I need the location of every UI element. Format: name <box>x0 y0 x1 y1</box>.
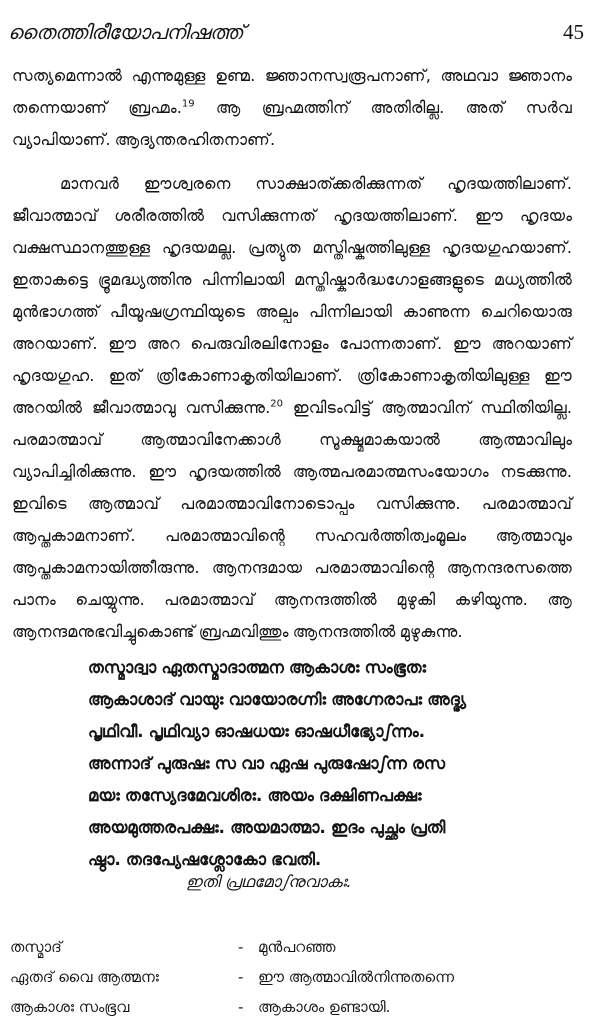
chapter-colophon: ഇതി പ്രഥമോഽനുവാകഃ. <box>186 872 352 891</box>
verse-line: തസ്മാദ്വാ ഏതസ്മാദാത്മന ആകാശഃ സംഭൂതഃ <box>88 658 426 677</box>
paragraph-2 <box>12 168 572 648</box>
verse-line: ആകാശാദ് വായുഃ വായോരഗ്നിഃ അഗ്നേരാപഃ അദ്ഭ്യ <box>88 690 467 709</box>
paragraph-1-text-cont: ആ ബ്രഹ്മത്തിന് അതിരില്ല. അത് സർവ വ്യാപിയാണ്. ആദ്യന്തരഹിതനാണ്. <box>12 98 572 149</box>
footnote-ref-19: 19 <box>181 98 195 110</box>
verse-line: അന്നാദ് പുരുഷഃ സ വാ ഏഷ പുരുഷോഽന്ന രസ <box>88 754 446 773</box>
sanskrit-verse <box>88 652 568 876</box>
page-number: 45 <box>563 20 584 44</box>
glossary-dash: - <box>238 968 244 986</box>
glossary-row <box>10 992 590 1022</box>
glossary-dash: - <box>238 998 244 1016</box>
paragraph-1-text: സത്യമെന്നാൽ എന്നുമുള്ള ഉണ്മ. ജ്ഞാനസ്വരൂപനാണ്, അഥവാ ജ്ഞാനം തന്നെയാണ് ബ്രഹ്മം. <box>12 66 572 117</box>
glossary-row <box>10 932 590 962</box>
glossary-term: ഏതദ് വൈ ആത്മനഃ <box>10 968 159 986</box>
paragraph-2-text-cont: ഇവിടംവിട്ട് ആത്മാവിന് സ്ഥിതിയില്ല. പരമാത്മാവ് ആത്മാവിനേക്കാൾ സൂക്ഷ്മമാകയാൽ ആത്മാവിലും വ്യാപിച്ചിരിക്കുന്നു. ഈ ഹൃദയത്തിൽ ആത്മപരമാത്മസംയോഗം നടക്കുന്നു. ഇവിടെ ആത്മാവ് പരമാത്മാവിനോടൊപ്പം വസിക്കുന്നു. പരമാത്മാവ് ആപ്തകാമനാണ്. പരമാത്മാവിന്റെ സഹവർത്തിത്വംമൂലം ആത്മാവും ആപ്തകാമനായിത്തീരുന്നു. ആനന്ദമായ പരമാത്മാവിന്റെ ആനന്ദരസത്തെ പാനം ചെയ്യുന്നു. പരമാത്മാവ് ആനന്ദത്തിൽ മുഴുകി കഴിയുന്നു. ആ ആനന്ദമനുഭവിച്ചുകൊണ്ട് ബ്രഹ്മവിത്തും ആനന്ദത്തിൽ മുഴുകുന്നു. <box>12 398 572 641</box>
glossary-row <box>10 962 590 992</box>
page-header <box>8 14 584 48</box>
glossary-dash: - <box>238 938 244 956</box>
verse-line: അയമുത്തരപക്ഷഃ. അയമാത്മാ. ഇദം പുച്ഛം പ്രതി <box>88 818 446 837</box>
verse-line: പൃഥിവീ. പൃഥിവ്യാ ഓഷധയഃ ഓഷധീഭ്യോഽന്നം. <box>88 722 425 741</box>
glossary-meaning: ആകാശം ഉണ്ടായി. <box>258 998 391 1016</box>
body-text <box>12 60 572 648</box>
paragraph-1 <box>12 60 572 156</box>
verse-line: മയഃ തസ്യേദമേവശിരഃ. അയം ദക്ഷിണപക്ഷഃ <box>88 786 422 805</box>
glossary-meaning: മുൻപറഞ്ഞ <box>258 938 336 956</box>
word-meaning-glossary <box>10 932 590 1022</box>
glossary-term: ആകാശഃ സംഭൂവ <box>10 998 130 1016</box>
glossary-term: തസ്മാദ് <box>10 938 62 956</box>
footnote-ref-20: 20 <box>270 398 284 410</box>
paragraph-2-text: മാനവർ ഈശ്വരനെ സാക്ഷാത്ക്കരിക്കുന്നത് ഹൃദയത്തിലാണ്. ജീവാത്മാവ് ശരീരത്തിൽ വസിക്കുന്നത് ഹൃദയത്തിലാണ്. ഈ ഹൃദയം വക്ഷസ്ഥാനത്തുള്ള ഹൃദയമല്ല. പ്രത്യുത മസ്തിഷ്കത്തിലുള്ള ഹൃദയഗുഹയാണ്. ഇതാകട്ടെ ഭ്രൂമദ്ധ്യത്തിനു പിന്നിലായി മസ്തിഷ്കാർദ്ധഗോളങ്ങളുടെ മധ്യത്തിൽ മുൻഭാഗത്ത് പീയൂഷഗ്രന്ഥിയുടെ അല്പം പിന്നിലായി കാണുന്ന ചെറിയൊരു അറയാണ്. ഈ അറ പെരുവിരലിനോളം പോന്നതാണ്. ഈ അറയാണ് ഹൃദയഗുഹ. ഇത് ത്രികോണാകൃതിയിലാണ്. ത്രികോണാകൃതിയിലുള്ള ഈ അറയിൽ ജീവാത്മാവു വസിക്കുന്നു. <box>12 174 572 417</box>
verse-line: ഷ്ഠാ. തദപ്യേഷശ്ലോകോ ഭവതി. <box>88 850 322 869</box>
running-title: തൈത്തിരീയോപനിഷത്ത് <box>8 20 244 44</box>
glossary-meaning: ഈ ആത്മാവിൽനിന്നുതന്നെ <box>258 968 455 986</box>
